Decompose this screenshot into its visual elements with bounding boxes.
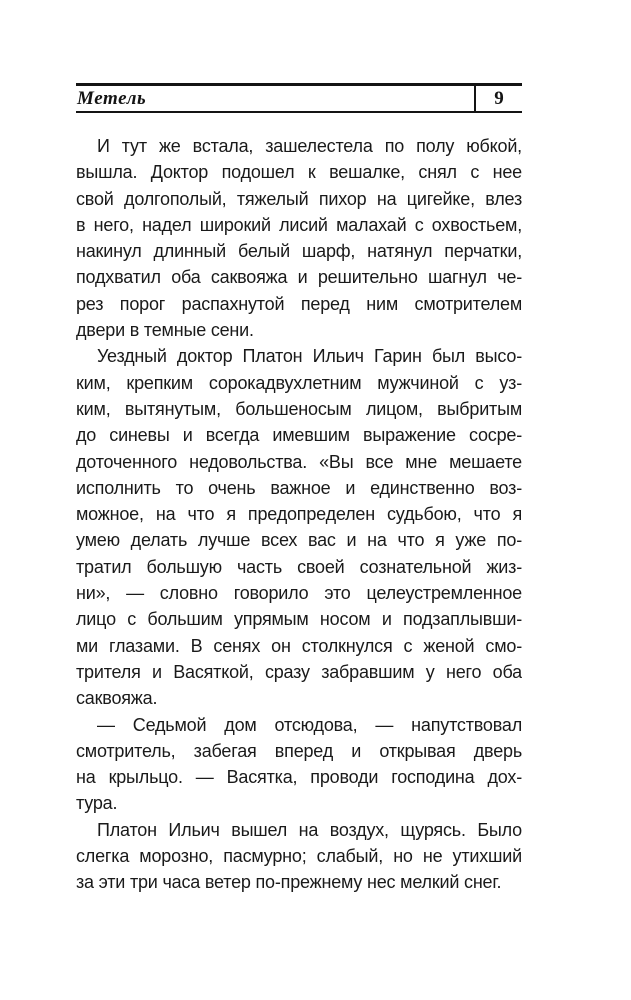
text-line: — Седьмой дом отсюдова, — напутствовал (97, 714, 522, 735)
text-line: смотритель, забегая вперед и открывая дверь (76, 740, 522, 761)
text-line: Платон Ильич вышел на воздух, щурясь. Было (97, 819, 522, 840)
text-line: ми глазами. В сенях он столкнулся с женой смо- (76, 635, 522, 656)
text-line: исполнить то очень важное и единственно воз- (76, 477, 522, 498)
text-line: слегка морозно, пасмурно; слабый, но не утихший (76, 846, 522, 867)
text-line: можное, на что я предопределен судьбою, что я (76, 504, 522, 525)
paragraph (76, 133, 522, 343)
paragraph (76, 817, 522, 896)
text-line: за эти три часа ветер по-прежнему нес мелкий снег. (76, 872, 502, 893)
text-line: в него, надел широкий лисий малахай с охвостьем, (76, 214, 522, 235)
text-line: вышла. Доктор подошел к вешалке, снял с нее (76, 162, 522, 183)
paragraph (76, 343, 522, 711)
text-line: накинул длинный белый шарф, натянул перчатки, (76, 241, 522, 262)
text-line: ким, крепким сорокадвухлетним мужчиной с уз- (76, 372, 522, 393)
text-line: ким, вытянутым, большеносым лицом, выбритым (76, 398, 522, 419)
text-line: рез порог распахнутой перед ним смотрителем (76, 293, 522, 314)
running-head (76, 83, 522, 113)
text-line: тратил большую часть своей сознательной жиз- (76, 556, 522, 577)
text-line: до синевы и всегда имевшим выражение сосре- (76, 425, 522, 446)
text-line: свой долгополый, тяжелый пихор на цигейке, влез (76, 188, 522, 209)
text-line: И тут же встала, зашелестела по полу юбкой, (97, 136, 522, 156)
paragraph (76, 712, 522, 817)
page-number: 9 (474, 86, 522, 111)
text-line: лицо с большим упрямым носом и подзаплывши- (76, 609, 522, 630)
text-line: умею делать лучше всех вас и на что я уже по- (76, 530, 522, 551)
running-title: Метель (77, 88, 147, 109)
text-line: на крыльцо. — Васятка, проводи господина дох- (76, 767, 522, 788)
text-block (76, 133, 522, 896)
text-line: подхватил оба саквояжа и решительно шагнул че- (76, 267, 522, 288)
text-line: ни», — словно говорило это целеустремленное (76, 583, 522, 604)
text-line: Уездный доктор Платон Ильич Гарин был высо- (97, 346, 522, 367)
text-line: трителя и Васяткой, сразу забравшим у него оба (76, 661, 522, 682)
text-line: двери в темные сени. (76, 320, 254, 341)
text-line: саквояжа. (76, 688, 158, 709)
running-head-row (76, 86, 522, 111)
text-line: тура. (76, 793, 118, 814)
text-line: доточенного недовольства. «Вы все мне мешаете (76, 451, 522, 472)
